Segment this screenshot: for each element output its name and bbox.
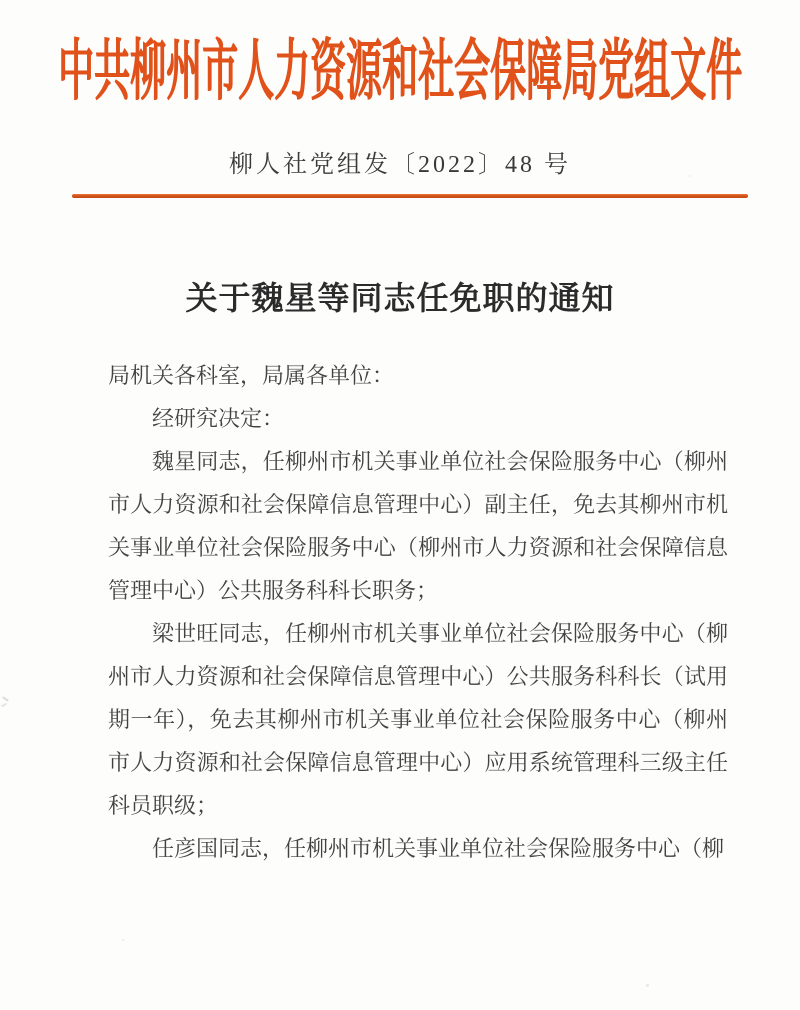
scan-speck	[122, 939, 124, 941]
salutation-line: 局机关各科室，局属各单位：	[108, 363, 395, 388]
letterhead-banner: 中共柳州市人力资源和社会保障局党组文件	[57, 34, 742, 109]
paragraph-appointment-renyanguo: 任彦国同志，任柳州市机关事业单位社会保险服务中心（柳	[152, 836, 725, 861]
scan-speck	[689, 175, 691, 177]
paragraph-decision: 经研究决定：	[152, 406, 285, 431]
scan-artifact	[2, 696, 9, 702]
document-title: 关于魏星等同志任免职的通知	[185, 280, 615, 316]
scanned-document-page	[0, 36, 800, 1010]
document-number: 柳人社党组发〔2022〕48 号	[229, 152, 571, 178]
scan-speck	[646, 984, 649, 987]
red-divider-line	[72, 194, 748, 198]
scan-artifact	[1, 703, 7, 708]
document-body	[108, 354, 728, 870]
paragraph-appointment-liangshiwang: 梁世旺同志，任柳州市机关事业单位社会保险服务中心（柳州市人力资源和社会保障信息管理中心）公共服务科科长（试用期一年），免去其柳州市机关事业单位社会保险服务中心（柳州市人力资源和社会保障信息管理中心）应用系统管理科三级主任科员职级；	[108, 621, 728, 818]
paragraph-appointment-weixing: 魏星同志，任柳州市机关事业单位社会保险服务中心（柳州市人力资源和社会保障信息管理中心）副主任，免去其柳州市机关事业单位社会保险服务中心（柳州市人力资源和社会保障信息管理中心）公共服务科科长职务；	[108, 449, 728, 603]
